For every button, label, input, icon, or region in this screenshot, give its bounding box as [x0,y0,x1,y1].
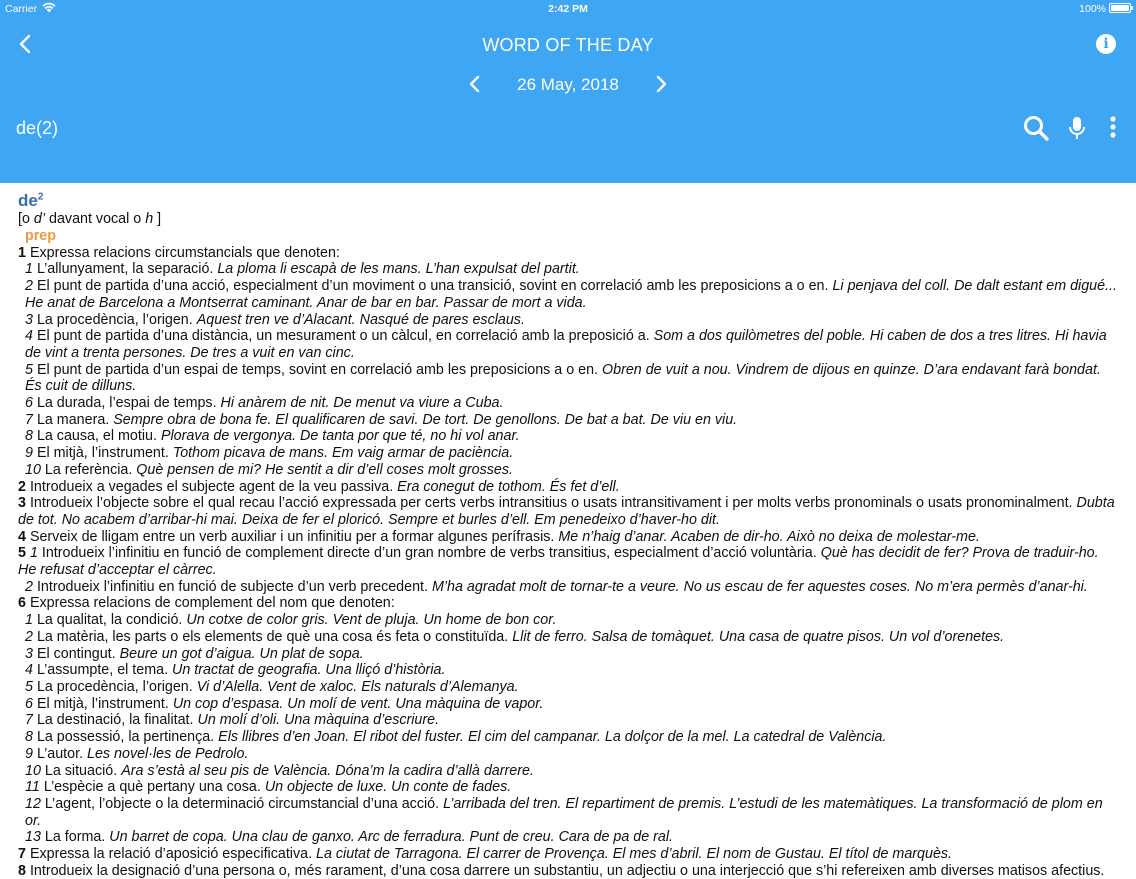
definition-text: Introdueix a vegades el subjecte agent de la veu passiva. [29,478,394,495]
example-text: M’ha agradat molt de tornar-te a veure. No us escau de fer aquestes coses. No m’era permès d’anar-hi. [431,578,1088,595]
example-text: Aquest tren ve d’Alacant. Nasqué de pares esclaus. [196,311,525,328]
example-text: Li penjava del coll. De dalt estant em digué... He anat de Barcelona a Montserrat caminant. Anar de bar en bar. Passar de mort a vida. [25,278,1117,311]
sense-number: 3 [25,645,33,662]
subsense-row [18,763,1118,780]
clock: 2:42 PM [548,3,588,15]
definition-text: Expressa la relació d’aposició especificativa. [29,846,313,863]
definition-text: El mitjà, l’instrument. [36,445,169,462]
example-text: Plorava de vergonya. De tanta por que té, no hi vol anar. [160,428,520,445]
definition-text: La forma. [44,829,106,846]
definition-text: La procedència, l’origen. [36,678,193,695]
subsense-row [18,796,1118,829]
sense-number: 9 [25,745,33,762]
definition-content[interactable] [0,183,1136,879]
subsense-row [18,646,1118,663]
definition-text: Serveix de lligam entre un verb auxiliar i un infinitiu per a formar algunes perífrasis. [29,528,555,545]
example-text: Obren de vuit a nou. Vindrem de dijous en quinze. D’ara endavant farà bondat. És cuit de dilluns. [25,361,1101,395]
sense-number: 4 [25,328,33,345]
sense-number: 5 [18,545,26,562]
sense-number: 5 [25,361,33,378]
definition-text: L’espècie a què pertany una cosa. [43,779,261,796]
sense-number: 9 [25,445,33,462]
subsense-row [18,278,1118,311]
sense-row [18,479,1118,496]
more-vertical-icon[interactable] [1104,114,1122,142]
sense-number: 8 [18,862,26,879]
subsense-row [18,712,1118,729]
sense-number: 10 [25,461,41,478]
example-text: Un cotxe de color gris. Vent de pluja. Un home de bon cor. [186,612,557,629]
subsense-row [18,579,1118,596]
sense-number: 11 [25,779,40,796]
example-text: Sempre obra de bona fe. El qualificaren de savi. De tort. De genollons. De bat a bat. De viu en viu. [113,411,738,428]
sense-number: 12 [25,795,41,812]
sense-row [18,863,1118,879]
definition-text: La durada, l’espai de temps. [36,395,217,412]
sense-number: 13 [25,829,41,846]
example-text: Tothom picava de mans. Em vaig armar de paciència. [172,445,514,462]
definition-text: Introdueix la designació d’una persona o, més rarament, d’una cosa darrere un substantiu, un adjectiu o una interjecció que s’hi refereixen amb diverses matisos afectius. [29,862,1105,879]
sense-number: 2 [25,578,33,595]
definition-text: L’allunyament, la separació. [36,261,214,278]
subsense-row [18,629,1118,646]
sense-number: 8 [25,428,33,445]
example-text: Dubta de tot. No acabem d’arribar-hi mai. Deixa de fer el ploricó. Sempre et burles d’ell. Em penedeixo d’haver-ho dit. [18,495,1115,528]
headword: $de^2$ [18,191,44,210]
subsense-row [18,395,1118,412]
example-text: Les novel·les de Pedrolo. [87,745,249,762]
definition-text: La procedència, l’origen. [36,311,193,328]
status-bar [0,0,1136,18]
example-text: L’arribada del tren. El repartiment de premis. L’estudi de les matemàtiques. La transformació de plom en or. [25,795,1103,829]
sense-number: 3 [18,495,26,512]
sense-number: 1 [18,244,26,261]
definition-text: La referència. [44,461,133,478]
current-word: de(2) [16,118,59,138]
sense-number: 7 [18,846,26,863]
sense-number: 2 [25,628,33,645]
sense-number: 1 [25,612,33,629]
part-of-speech: prep [25,228,56,244]
definition-text: L’agent, l’objecte o la determinació circumstancial d’una acció. [44,795,440,812]
subsense-row [18,261,1118,278]
subsense-row [18,696,1118,713]
sense-number: 6 [25,695,33,712]
example-text: Un objecte de luxe. Un conte de fades. [264,779,512,796]
subsense-row [18,462,1118,479]
definition-text: El contingut. [36,645,116,662]
definition-text: L’assumpte, el tema. [36,662,169,679]
definition-text: La possessió, la pertinença. [36,729,215,746]
subsense-row [18,328,1118,361]
subsense-row [18,679,1118,696]
example-text: Els llibres d’en Joan. El ribot del fuster. El cim del campanar. La dolçor de la mel. La catedral de València. [218,729,887,746]
sense-number: 4 [18,528,26,545]
subsense-row [18,312,1118,329]
example-text: Era conegut de tothom. És fet d’ell. [397,478,620,495]
subsense-row [18,779,1118,796]
definition-text: La matèria, les parts o els elements de què una cosa és feta o constituïda. [36,628,509,645]
sense-number: 2 [25,278,33,295]
sense-row [18,529,1118,546]
sense-number: 6 [25,395,33,412]
definition-text: El punt de partida d’una acció, especialment d’un moviment o una transició, sovint en correlació amb les preposicions a o en. [36,278,829,295]
carrier-label: Carrier [5,3,38,15]
definition-text: El mitjà, l’instrument. [36,695,169,712]
example-text: Què pensen de mi? He sentit a dir d’ell coses molt grosses. [136,461,513,478]
definition-text: La qualitat, la condició. [36,612,183,629]
sense-number: 7 [25,712,33,729]
sense-number: 5 [25,678,33,695]
subsense-row [18,746,1118,763]
example-text: Què has decidit de fer? Prova de traduir-ho. He refusat d’acceptar el càrrec. [18,545,1099,579]
example-text: La ploma li escapà de les mans. L’han expulsat del partit. [217,261,580,278]
sense-number: 1 [25,261,33,278]
sense-number: 2 [18,478,26,495]
example-text: Beure un got d’aigua. Un plat de sopa. [119,645,364,662]
sense-list [18,245,1118,879]
sense-row [18,495,1118,528]
subsense-row [18,445,1118,462]
subsense-row [18,362,1118,395]
example-text: Llit de ferro. Salsa de tomàquet. Una casa de quatre pisos. Un vol d’orenetes. [512,628,1005,645]
microphone-icon[interactable] [1066,114,1088,142]
example-text: Me n’haig d’anar. Acaben de dir-ho. Això no deixa de molestar-me. [558,528,980,545]
app-header [0,0,1136,183]
sense-number: 10 [25,762,41,779]
sense-row [18,545,1118,578]
battery-percent: 100% [1079,3,1106,15]
subsense-row [18,662,1118,679]
subsense-row [18,428,1118,445]
definition-text: El punt de partida d’una distància, un mesurament o un càlcul, en correlació amb la preposició a. [36,328,650,345]
definition-text: El punt de partida d’un espai de temps, sovint en correlació amb les preposicions a o en. [36,361,599,378]
battery-icon [1109,3,1131,13]
subsense-row [18,829,1118,846]
info-icon[interactable]: i [1096,34,1116,54]
definition-text: La destinació, la finalitat. [36,712,194,729]
subsense-row [18,612,1118,629]
definition-text: Introdueix l’infinitiu en funció de complement directe d’un gran nombre de verbs transitius, especialment d’acció voluntària. [41,545,817,562]
sense-number: 4 [25,662,33,679]
search-icon[interactable] [1022,114,1050,142]
example-text: Som a dos quilòmetres del poble. Hi caben de dos a tres litres. Hi havia de vint a trenta persones. De tres a vuit en van cinc. [25,328,1107,361]
definition-text: La causa, el motiu. [36,428,157,445]
example-text: Un barret de copa. Una clau de ganxo. Arc de ferradura. Punt de creu. Cara de pa de ral. [109,829,674,846]
example-text: Un cop d’espasa. Un molí de vent. Una màquina de vapor. [172,695,544,712]
example-text: La ciutat de Tarragona. El carrer de Provença. El mes d’abril. El nom de Gustau. El títol de marquès. [316,846,953,863]
example-text: Un molí d’oli. Una màquina d’escriure. [197,712,440,729]
definition-text: Introdueix l’infinitiu en funció de subjecte d’un verb precedent. [36,578,428,595]
headword-superscript: 2 [37,191,44,203]
definition-text: Expressa relacions circumstancials que denoten: [29,244,340,261]
sense-row [18,595,1118,612]
definition-text: La manera. [36,411,110,428]
sense-number: 3 [25,311,33,328]
subsense-number: 1 [29,545,38,562]
next-day-button[interactable] [650,72,672,96]
definition-text: Expressa relacions de complement del nom que denoten: [29,595,395,612]
example-text: Vi d’Alella. Vent de xaloc. Els naturals d’Alemanya. [196,678,519,695]
definition-text: La situació. [44,762,118,779]
sense-number: 8 [25,729,33,746]
subsense-row [18,412,1118,429]
sense-row [18,846,1118,863]
example-text: Hi anàrem de nit. De menut va viure a Cuba. [220,395,504,412]
subsense-row [18,729,1118,746]
sense-row [18,245,1118,262]
example-text: Ara s’està al seu pis de València. Dóna’m la cadira d’allà darrere. [121,762,534,779]
previous-day-button[interactable] [464,72,486,96]
page-title: WORD OF THE DAY [482,35,654,55]
definition-text: L’autor. [36,745,84,762]
sense-number: 6 [18,595,26,612]
definition-text: Introdueix l’objecte sobre el qual recau l’acció expressada per certs verbs intransitius o usats intransitivament i per molts verbs pronominals o usats pronominalment. [29,495,1073,512]
current-date: 26 May, 2018 [517,75,619,94]
example-text: Un tractat de geografia. Una lliçó d’història. [172,662,446,679]
sense-number: 7 [25,411,33,428]
variant-note: [o d’ davant vocal o h ] [18,211,162,227]
